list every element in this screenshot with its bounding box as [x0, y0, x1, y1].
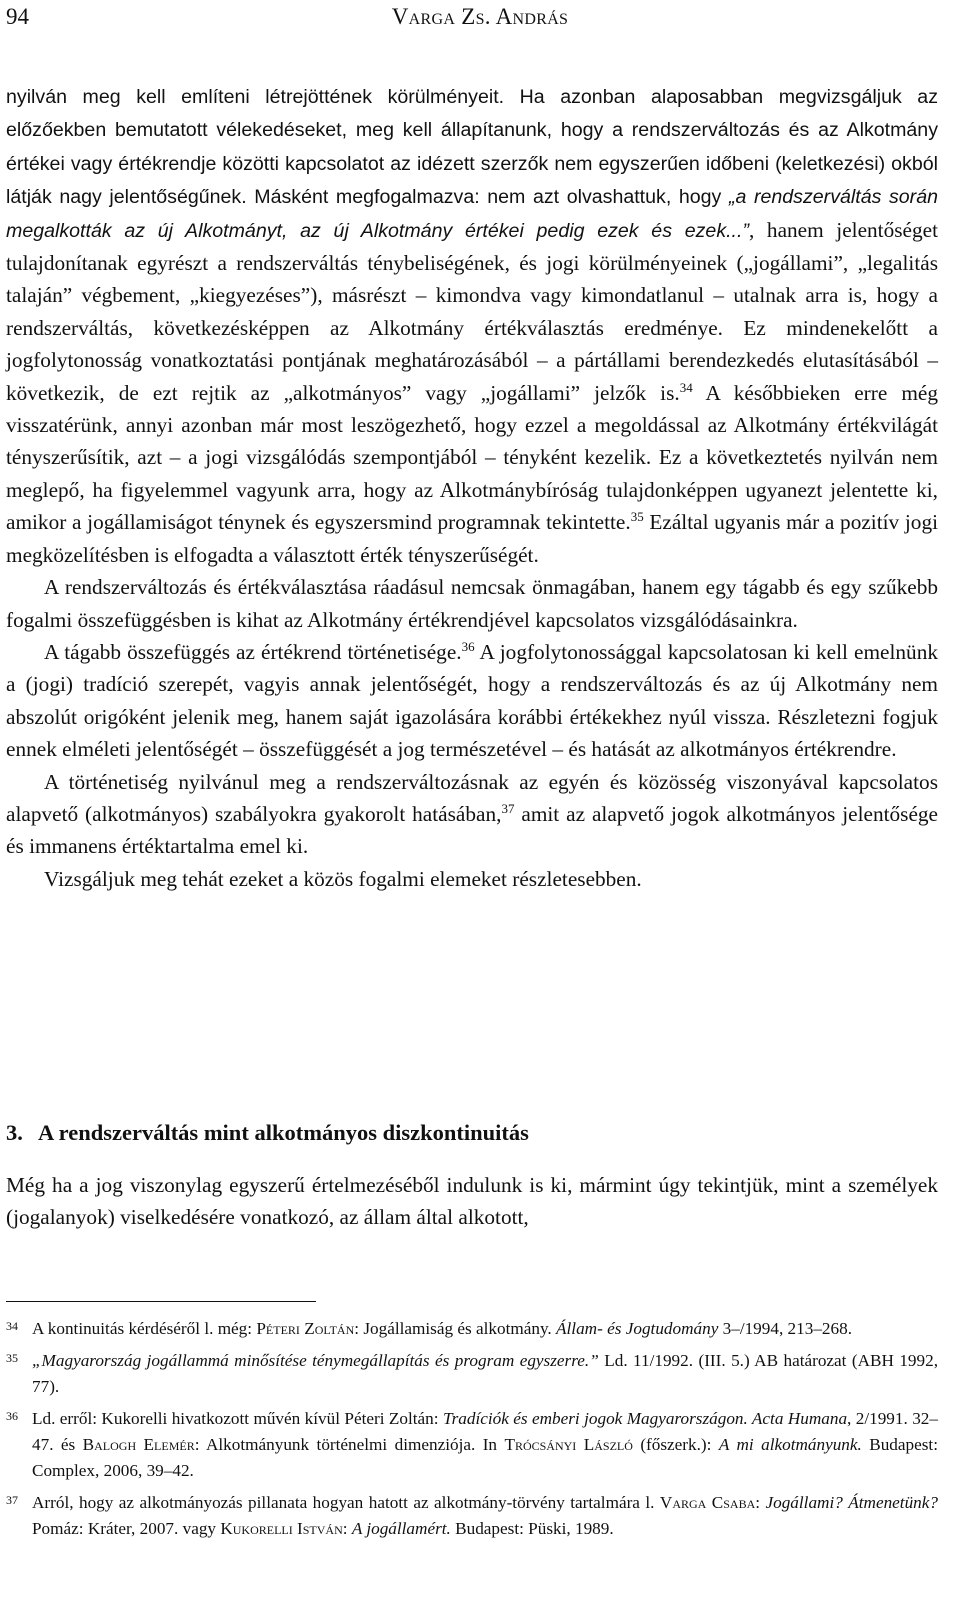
footnote-number: 35 [6, 1351, 18, 1365]
page-header [6, 4, 954, 36]
footnote-title: A mi alkotmányunk. [718, 1435, 862, 1454]
footnote-ref-37[interactable]: 37 [501, 800, 515, 816]
paragraph-1-part-a: nyilván meg kell említeni létrejöttének körülményeit. Ha azonban alaposabban megvizsgáljuk az előzőekben bemutatott vélekedéseket, meg kell állapítanunk, hogy a rendszerváltozás és az Alkotmány értékei vagy értékrendje közötti kapcsolatot az idézett szerzők nem egyszerűen időbeni (keletkezési) okból látják nagy jelentőségűnek. Másként megfogalmazva: nem azt olvashattuk, hogy [6, 86, 938, 209]
footnote-36 [6, 1406, 938, 1484]
footnote-text: : Alkotmányunk történelmi dimenziója. In [194, 1435, 505, 1454]
footnote-text: : [342, 1519, 352, 1538]
footnote-title: Jogállami? Átmenetünk? [765, 1493, 938, 1512]
paragraph-1-part-c: A későbbieken erre még visszatérünk, annyi azonban már most leszögezhető, hogy ezzel a megoldással az Alkotmány értékvilágát tényszerűsítik, azt – a jogi vizsgálódás szempontjából – tényként kezelik. Ez a következtetés nyilván nem meglepő, ha figyelemmel vagyunk arra, hogy az Alkotmánybíróság tulajdonképpen ugyanezt jelentette ki, amikor a jogállamiságot ténynek és egyszersmind programnak tekintette. [6, 380, 938, 535]
footnote-title: A jogállamért. [351, 1519, 451, 1538]
section-number: 3. [6, 1120, 23, 1145]
paragraph-2: A rendszerváltozás és értékválasztása ráadásul nemcsak önmagában, hanem egy tágabb és egy szűkebb fogalmi összefüggésben is kihat az Alkotmány értékrendjével kapcsolatos vizsgálódásainkra. [6, 575, 938, 632]
body-text [6, 80, 938, 895]
paragraph-3-part-b: A jogfolytonossággal kapcsolatosan ki kell emelnünk a (jogi) tradíció szerepét, vagyis annak jelentőségét, hogy a rendszerváltozás és az új Alkotmány nem abszolút origóként jelenik meg, hanem saját igazolására korábbi értékekhez nyúl vissza. Részletezni fogjuk ennek elméleti jelentőségét – összefüggését a jog természetével – és hatását az alkotmányos értékrendre. [6, 639, 939, 762]
footnote-divider [6, 1301, 316, 1302]
footnote-author: Varga Csaba [659, 1493, 756, 1512]
paragraph-4 [6, 766, 938, 863]
footnote-journal: Állam- és Jogtudomány [556, 1319, 719, 1338]
page-number: 94 [6, 4, 29, 29]
footnote-author: Péteri Zoltán [256, 1319, 355, 1338]
footnote-number: 37 [6, 1493, 18, 1507]
footnote-text: Budapest: Complex, 2006, 39–42. [32, 1435, 938, 1480]
footnote-34 [6, 1316, 938, 1342]
footnotes [6, 1316, 938, 1548]
footnote-quote: „Magyarország jogállammá minősítése ténymegállapítás és program egyszerre.” [32, 1351, 599, 1370]
footnote-text: A kontinuitás kérdéséről l. még: [32, 1319, 257, 1338]
footnote-author: Kukorelli István [220, 1519, 343, 1538]
footnote-number: 36 [6, 1409, 18, 1423]
paragraph-4-part-a: A történetiség nyilvánul meg a rendszerváltozásnak az egyén és közösség viszonyával kapcsolatos alapvető (alkotmányos) szabályokra gyakorolt hatásában, [6, 769, 938, 826]
footnote-35 [6, 1348, 938, 1400]
footnote-ref-36[interactable]: 36 [461, 638, 475, 654]
footnote-title: Tradíciók és emberi jogok Magyarországon. Acta Humana [442, 1409, 848, 1428]
section-body [6, 1169, 938, 1234]
paragraph-3 [6, 636, 938, 766]
footnote-text: : [755, 1493, 766, 1512]
footnote-number: 34 [6, 1319, 18, 1333]
paragraph-1 [6, 80, 938, 571]
footnote-text: , 2/1991. 32–47. és [32, 1409, 938, 1454]
footnote-ref-34[interactable]: 34 [679, 379, 693, 395]
footnote-author: Balogh Elemér [82, 1435, 195, 1454]
footnote-37 [6, 1490, 938, 1542]
footnote-text: 3–/1994, 213–268. [718, 1319, 853, 1338]
footnote-text: : Jogállamiság és alkotmány. [354, 1319, 557, 1338]
running-title: Varga Zs. András [391, 4, 569, 29]
section-heading [6, 1120, 938, 1146]
footnote-text: Ld. 11/1992. (III. 5.) AB határozat (ABH 1992, 77). [32, 1351, 939, 1396]
footnote-author: Trócsányi László [504, 1435, 633, 1454]
paragraph-3-part-a: A tágabb összefüggés az értékrend történetisége. [44, 639, 462, 664]
footnote-ref-35[interactable]: 35 [630, 509, 644, 525]
paragraph-4-part-b: amit az alapvető jogok alkotmányos jelentősége és immanens értéktartalma emel ki. [6, 801, 939, 859]
paragraph-6: Még ha a jog viszonylag egyszerű értelmezéséből indulunk is ki, mármint úgy tekintjük, mint a személyek (jogalanyok) viselkedésére vonatkozó, az állam által alkotott, [6, 1173, 938, 1230]
section-title: A rendszerváltás mint alkotmányos diszkontinuitás [38, 1120, 529, 1145]
paragraph-1-part-b: , hanem jelentőséget tulajdonítanak egyrészt a rendszerváltás ténybeliségének, és jogi körülményeinek („jogállami”, „legalitás talaján” végbement, „kiegyezéses”), másrészt – kimondva vagy kimondatlanul – utalnak arra is, hogy a rendszerváltás, következésképpen az Alkotmány értékválasztás eredménye. Ez mindenekelőtt a jogfolytonosság vonatkoztatási pontjának meghatározásából – a pártállami berendezkedés elutasításából – következik, de ezt rejtik az „alkotmányos” vagy „jogállami” jelzők is. [6, 217, 939, 405]
footnote-text: (főszerk.): [632, 1435, 719, 1454]
footnote-text: Arról, hogy az alkotmányozás pillanata hogyan hatott az alkotmány-törvény tartalmára l. [32, 1493, 660, 1512]
paragraph-1-quote: „a rendszerváltás során megalkották az új Alkotmányt, az új Alkotmány értékei pedig ezek és ezek...” [6, 186, 938, 242]
footnote-text: Budapest: Püski, 1989. [450, 1519, 614, 1538]
footnote-text: Ld. erről: Kukorelli hivatkozott művén kívül Péteri Zoltán: [32, 1409, 443, 1428]
footnote-text: Pomáz: Kráter, 2007. vagy [32, 1519, 221, 1538]
paragraph-1-part-d: Ezáltal ugyanis már a pozitív jogi megközelítésben is elfogadta a választott érték tényszerűségét. [6, 510, 939, 567]
paragraph-5: Vizsgáljuk meg tehát ezeket a közös fogalmi elemeket részletesebben. [44, 866, 642, 891]
